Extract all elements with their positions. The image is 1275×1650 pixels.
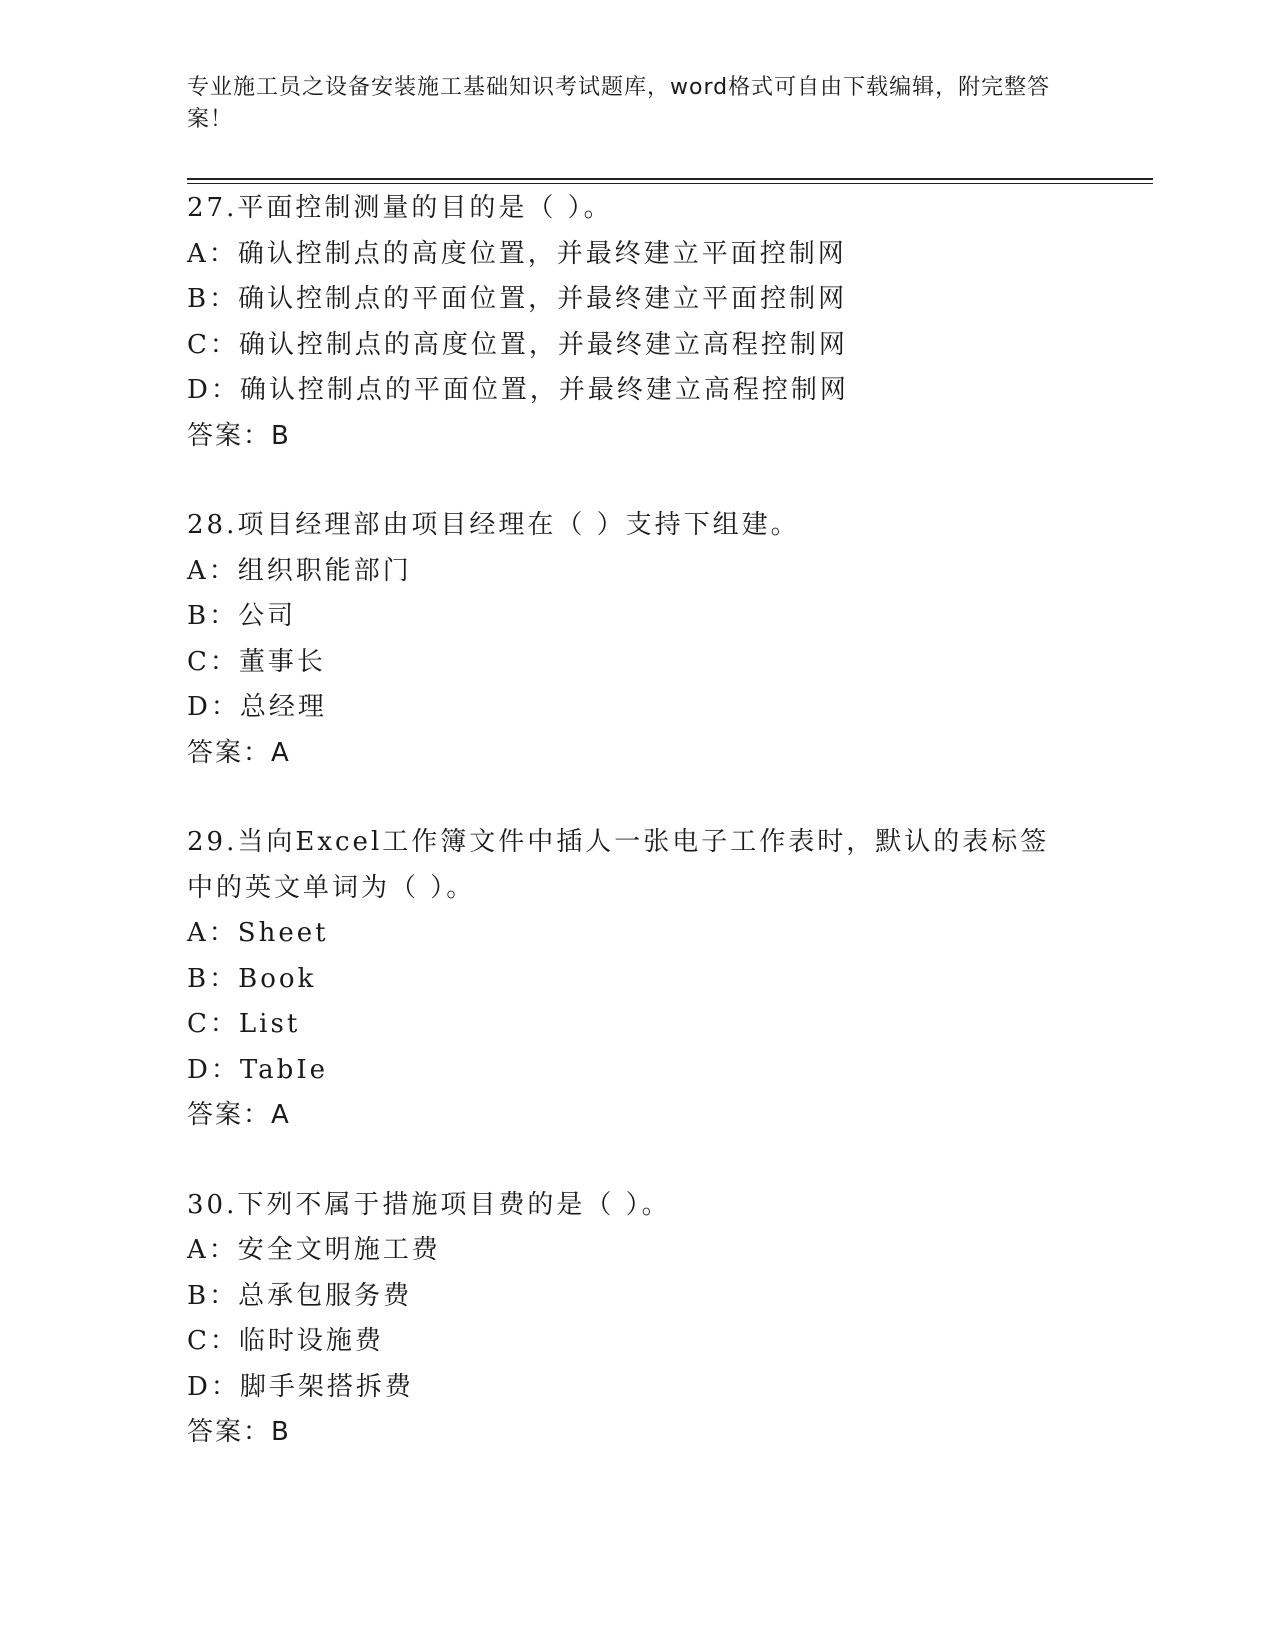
- option-a: A：组织职能部门: [187, 555, 412, 586]
- answer-label: 答案：A: [187, 1100, 291, 1130]
- document-header: 专业施工员之设备安装施工基础知识考试题库，word格式可自由下载编辑，附完整答案！: [187, 75, 1051, 132]
- option-b: B：公司: [187, 601, 297, 631]
- option-a: A：确认控制点的高度位置，并最终建立平面控制网: [187, 238, 847, 269]
- option-b: B：确认控制点的平面位置，并最终建立平面控制网: [187, 284, 848, 314]
- question-30: [187, 1183, 1147, 1456]
- header-divider: [187, 178, 1153, 184]
- option-c: C：List: [187, 1009, 301, 1039]
- option-d: D：总经理: [187, 692, 327, 722]
- option-c: C：确认控制点的高度位置，并最终建立高程控制网: [187, 329, 848, 360]
- option-a: A：Sheet: [187, 918, 329, 948]
- question-stem: 28.项目经理部由项目经理在（ ）支持下组建。: [187, 510, 800, 540]
- question-29: [187, 820, 1147, 1139]
- option-d: D：TabIe: [187, 1054, 328, 1085]
- option-d: D：确认控制点的平面位置，并最终建立高程控制网: [187, 375, 849, 405]
- option-a: A：安全文明施工费: [187, 1235, 441, 1265]
- question-28: [187, 503, 1147, 776]
- question-stem: 29.当向Excel工作簿文件中插人一张电子工作表时，默认的表标签中的英文单词为（ ）。: [187, 827, 1050, 903]
- option-d: D：脚手架搭拆费: [187, 1371, 414, 1402]
- option-c: C：临时设施费: [187, 1326, 384, 1356]
- answer-label: 答案：B: [187, 1417, 291, 1447]
- option-b: B：总承包服务费: [187, 1280, 413, 1311]
- answer-label: 答案：B: [187, 420, 291, 451]
- question-27: [187, 186, 1147, 459]
- option-b: B：Book: [187, 963, 317, 994]
- question-stem: 27.平面控制测量的目的是（ ）。: [187, 193, 613, 223]
- answer-label: 答案：A: [187, 737, 291, 768]
- option-c: C：董事长: [187, 646, 326, 677]
- question-stem: 30.下列不属于措施项目费的是（ ）。: [187, 1189, 671, 1220]
- question-list: [187, 186, 1147, 1500]
